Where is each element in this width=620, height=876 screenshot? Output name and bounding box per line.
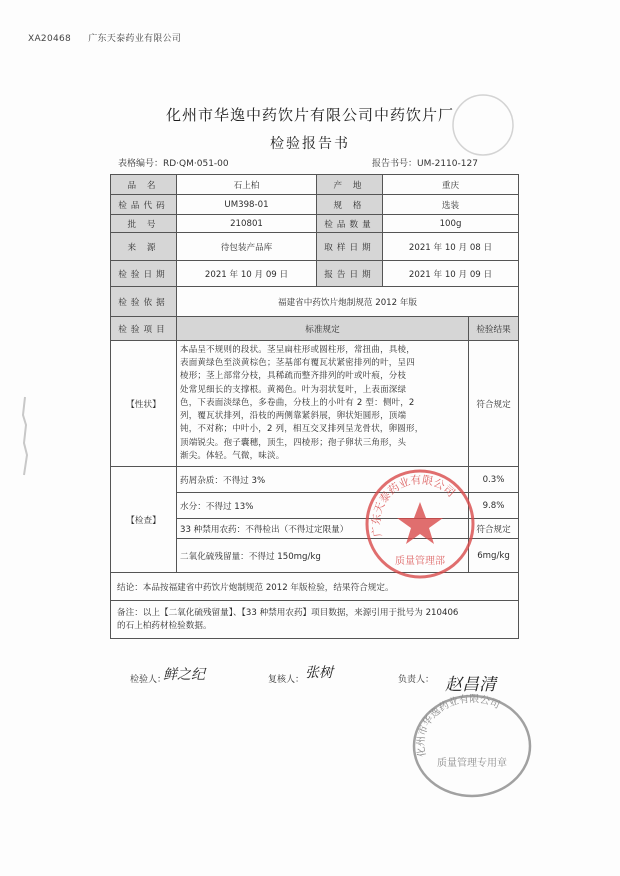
sample-date-label: 取样日期 — [317, 233, 383, 261]
traits-line: 列，覆瓦状排列，沿枝的两侧靠紧斜展，卵状矩圆形，顶端 — [180, 411, 407, 422]
traits-result: 符合规定 — [469, 341, 519, 467]
traits-line: 本品呈不规则的段状。茎呈扁柱形或圆柱形，常扭曲，具棱， — [180, 345, 415, 356]
report-date-value: 2021 年 10 月 09 日 — [383, 261, 519, 287]
svg-text:化州市华逸药业有限公司: 化州市华逸药业有限公司 — [415, 693, 502, 758]
traits-label: 【性状】 — [111, 341, 177, 467]
source-label: 来 源 — [111, 233, 177, 261]
doc-code: XA20468 — [28, 34, 72, 44]
traits-line: 顶端锐尖。孢子囊穗，顶生，四棱形；孢子卵状三角形，头 — [180, 437, 407, 448]
table-row — [111, 215, 519, 233]
inspector-signature: 鲜之纪 — [163, 667, 205, 683]
batch-value: 210801 — [177, 215, 317, 233]
table-row — [111, 195, 519, 215]
item-column-header: 检验项目 — [111, 317, 177, 341]
source-value: 待包装产品库 — [177, 233, 317, 261]
basis-label: 检验依据 — [111, 287, 177, 317]
svg-text:质量管理专用章: 质量管理专用章 — [437, 758, 507, 769]
code-label: 检品代码 — [111, 195, 177, 215]
company-stamp — [362, 466, 478, 582]
margin-mark — [18, 395, 32, 485]
inspector-label: 检验人： — [130, 675, 167, 685]
remarks-line: 的石上柏药材检验数据。 — [117, 620, 212, 631]
report-number: 报告书号：UM-2110-127 — [372, 159, 478, 169]
pesticide-standard: 33 种禁用农药：不得检出（不得过定限量） — [177, 519, 469, 539]
svg-text:广东天泰药业有限公司: 广东天泰药业有限公司 — [369, 473, 458, 538]
form-number: 表格编号：RD·QM·051-00 — [118, 159, 229, 169]
remarks — [111, 601, 519, 639]
page-header — [28, 31, 195, 44]
faint-seal — [448, 90, 518, 160]
origin-value: 重庆 — [383, 175, 519, 195]
origin-label: 产 地 — [317, 175, 383, 195]
test-date-label: 检验日期 — [111, 261, 177, 287]
name-value: 石上柏 — [177, 175, 317, 195]
table-row — [111, 233, 519, 261]
traits-line: 色，下表面淡绿色，多卷曲，分枝上的小叶有 2 型：侧叶，2 — [180, 397, 415, 408]
svg-text:质量管理部: 质量管理部 — [395, 556, 445, 567]
tests-label: 【检查】 — [111, 467, 177, 573]
reviewer-label: 复核人： — [268, 675, 305, 685]
conclusion: 结论：本品按福建省中药饮片炮制规范 2012 年版检验，结果符合规定。 — [111, 573, 519, 601]
traits-line: 棱形；茎上部常分枝，具稀疏而整齐排列的叶或叶痕，分枝 — [180, 371, 407, 382]
standard-column-header: 标准规定 — [177, 317, 469, 341]
pesticide-result: 符合规定 — [469, 519, 519, 539]
so2-result: 6mg/kg — [469, 539, 519, 573]
report-title: 检验报告书 — [270, 136, 350, 152]
moisture-result: 9.8% — [469, 493, 519, 519]
result-column-header: 检验结果 — [469, 317, 519, 341]
remarks-line: 备注：以上【二氧化硫残留量】、【33 种禁用农药】项目数据，来源引用于批号为 210406 — [117, 607, 459, 618]
test-date-value: 2021 年 10 月 09 日 — [177, 261, 317, 287]
factory-stamp — [410, 690, 534, 800]
traits-line: 处常见细长的支撑根。黄褐色。叶为羽状复叶，上表面深绿 — [180, 384, 407, 395]
reviewer-signature: 张树 — [305, 665, 333, 681]
quantity-value: 100g — [383, 215, 519, 233]
batch-label: 批 号 — [111, 215, 177, 233]
header-company: 广东天泰药业有限公司 — [88, 34, 182, 44]
name-label: 品 名 — [111, 175, 177, 195]
impurity-result: 0.3% — [469, 467, 519, 493]
basis-value: 福建省中药饮片炮制规范 2012 年版 — [177, 287, 519, 317]
so2-standard: 二氧化硫残留量：不得过 150mg/kg — [177, 539, 469, 573]
traits-line: 钝，不对称；中叶小，2 列，相互交叉排列呈龙骨状，卵圆形， — [180, 424, 424, 435]
responsible-signature: 赵昌清 — [445, 675, 496, 695]
company-title: 化州市华逸中药饮片有限公司中药饮片厂 — [165, 106, 454, 124]
report-date-label: 报告日期 — [317, 261, 383, 287]
sample-date-value: 2021 年 10 月 08 日 — [383, 233, 519, 261]
impurity-standard: 药屑杂质：不得过 3% — [177, 467, 469, 493]
traits-line: 表面黄绿色至淡黄棕色；茎基部有覆瓦状紧密排列的叶，呈四 — [180, 358, 415, 369]
code-value: UM398-01 — [177, 195, 317, 215]
traits-line: 渐尖。体轻。气微，味淡。 — [180, 450, 285, 461]
table-row — [111, 317, 519, 341]
spec-label: 规 格 — [317, 195, 383, 215]
table-row — [111, 341, 519, 467]
responsible-label: 负责人： — [398, 675, 435, 685]
traits-description — [177, 341, 469, 467]
table-row — [111, 261, 519, 287]
table-row — [111, 175, 519, 195]
quantity-label: 检品数量 — [317, 215, 383, 233]
table-row — [111, 601, 519, 639]
moisture-standard: 水分：不得过 13% — [177, 493, 469, 519]
table-row — [111, 287, 519, 317]
spec-value: 选装 — [383, 195, 519, 215]
